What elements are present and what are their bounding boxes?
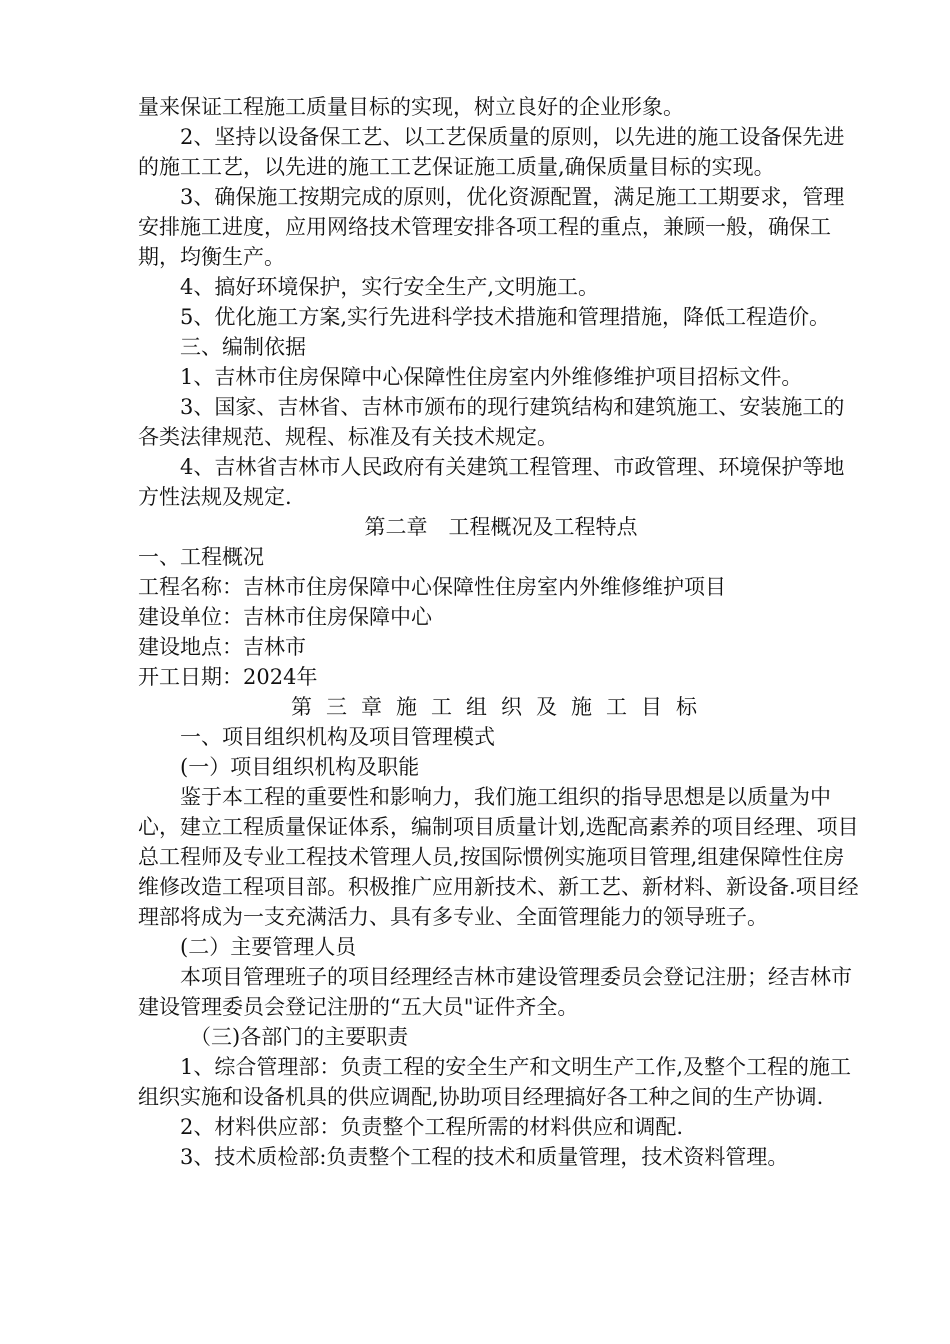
document-body: [138, 92, 864, 1172]
subsection-heading-departments: （三)各部门的主要职责: [190, 1025, 409, 1049]
paragraph-dept-1: 1、综合管理部：负责工程的安全生产和文明生产工作,及整个工程的施工组织实施和设备机具的供应调配,协助项目经理搞好各工种之间的生产协调.: [138, 1055, 852, 1109]
section-heading-basis: 三、编制依据: [180, 335, 306, 359]
paragraph-basis-4: 4、吉林省吉林市人民政府有关建筑工程管理、市政管理、环境保护等地方性法规及规定.: [138, 455, 845, 509]
paragraph-quality-continued: 量来保证工程施工质量目标的实现，树立良好的企业形象。: [138, 95, 684, 119]
paragraph-basis-1: 1、吉林市住房保障中心保障性住房室内外维修维护项目招标文件。: [180, 365, 803, 389]
paragraph-personnel: 本项目管理班子的项目经理经吉林市建设管理委员会登记注册；经吉林市建设管理委员会登记注册的“五大员"证件齐全。: [138, 965, 852, 1019]
paragraph-principle-4: 4、搞好环境保护，实行安全生产,文明施工。: [180, 275, 600, 299]
construction-location: 建设地点：吉林市: [138, 635, 306, 659]
paragraph-basis-3: 3、国家、吉林省、吉林市颁布的现行建筑结构和建筑施工、安装施工的各类法律规范、规程、标准及有关技术规定。: [138, 395, 845, 449]
paragraph-dept-3: 3、技术质检部:负责整个工程的技术和质量管理，技术资料管理。: [180, 1145, 789, 1169]
chapter-2-heading: 第二章 工程概况及工程特点: [364, 515, 638, 539]
project-name: 工程名称：吉林市住房保障中心保障性住房室内外维修维护项目: [138, 575, 726, 599]
section-heading-overview: 一、工程概况: [138, 545, 264, 569]
section-heading-organization: 一、项目组织机构及项目管理模式: [180, 725, 495, 749]
paragraph-principle-5: 5、优化施工方案,实行先进科学技术措施和管理措施，降低工程造价。: [180, 305, 831, 329]
paragraph-dept-2: 2、材料供应部：负责整个工程所需的材料供应和调配.: [180, 1115, 684, 1139]
start-date: 开工日期：2024年: [138, 665, 318, 689]
paragraph-guiding-thought: 鉴于本工程的重要性和影响力，我们施工组织的指导思想是以质量为中心，建立工程质量保证体系，编制项目质量计划,选配高素养的项目经理、项目总工程师及专业工程技术管理人员,按国际惯例实施项目管理,组建保障性住房维修改造工程项目部。积极推广应用新技术、新工艺、新材料、新设备.项目经理部将成为一支充满活力、具有多专业、全面管理能力的领导班子。: [138, 785, 859, 929]
paragraph-principle-3: 3、确保施工按期完成的原则，优化资源配置，满足施工工期要求，管理安排施工进度，应用网络技术管理安排各项工程的重点，兼顾一般，确保工期，均衡生产。: [138, 185, 845, 269]
paragraph-principle-2: 2、坚持以设备保工艺、以工艺保质量的原则，以先进的施工设备保先进的施工工艺，以先进的施工工艺保证施工质量,确保质量目标的实现。: [138, 125, 845, 179]
subsection-heading-personnel: (二）主要管理人员: [180, 935, 357, 959]
construction-unit: 建设单位：吉林市住房保障中心: [138, 605, 432, 629]
subsection-heading-structure: (一）项目组织机构及职能: [180, 755, 420, 779]
chapter-3-heading: 第三章施工组织及施工目标: [291, 695, 711, 719]
